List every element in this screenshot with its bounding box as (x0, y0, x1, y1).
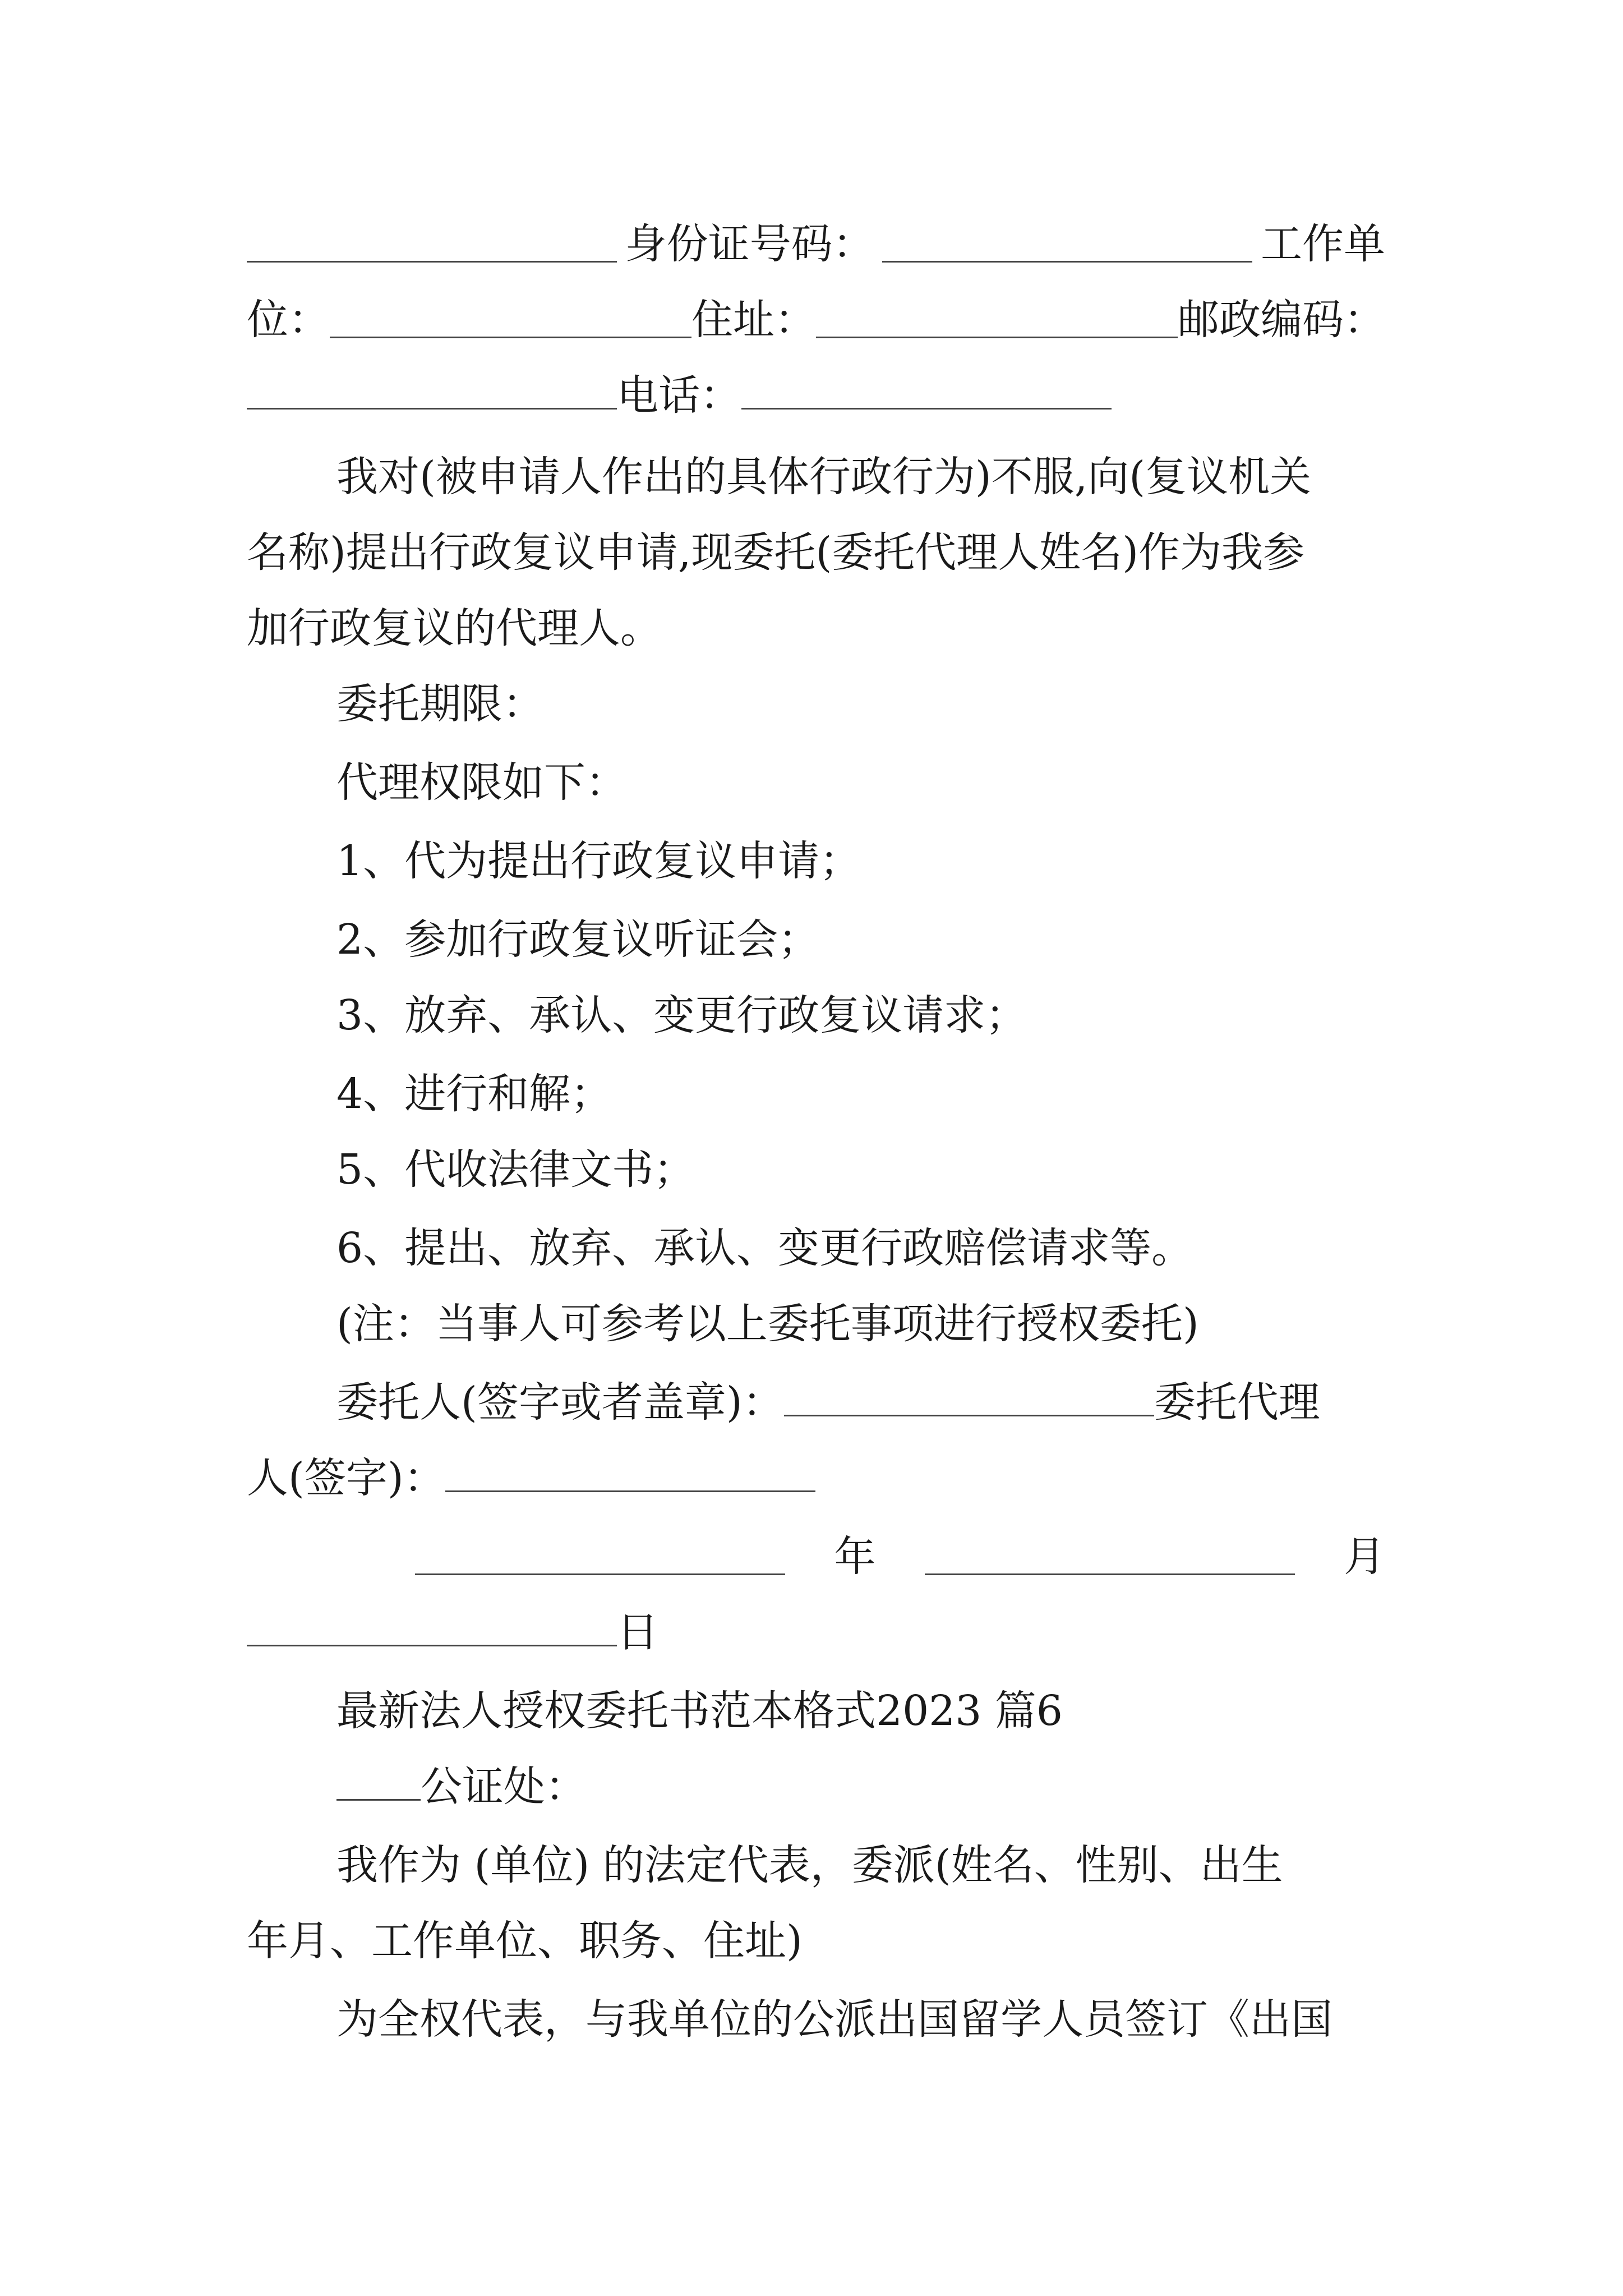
scope-label: 代理权限如下： (336, 758, 627, 807)
label-principal-signature: 委托人(签字或者盖章)： (336, 1378, 784, 1427)
blank-principal-signature[interactable] (784, 1380, 1154, 1416)
scope-item-6: 6、提出、放弃、承认、变更行政赔偿请求等。 (336, 1224, 1193, 1272)
para2-line1: 我作为 (单位) 的法定代表，委派(姓名、性别、出生 (336, 1841, 1283, 1889)
label-id-number: 身份证号码： (625, 220, 874, 268)
line-id-number (247, 213, 1385, 275)
para1-line2: 名称)提出行政复议申请,现委托(委托代理人姓名)作为我参 (247, 528, 1305, 577)
notary-line (336, 1756, 587, 1818)
signature-line (336, 1372, 1320, 1433)
line-address (247, 289, 1385, 351)
scope-item-3: 3、放弃、承认、变更行政复议请求； (336, 991, 1027, 1039)
term-label: 委托期限： (336, 680, 544, 728)
label-address: 住址： (691, 296, 816, 344)
label-month: 月 (1343, 1533, 1385, 1581)
agent-signature-line (247, 1447, 815, 1509)
scope-item-5: 5、代收法律文书； (336, 1145, 695, 1194)
blank-phone[interactable] (741, 373, 1112, 409)
blank-postal-code[interactable] (247, 373, 617, 409)
date-line (415, 1526, 1385, 1588)
blank-agent-signature[interactable] (445, 1456, 815, 1492)
label-phone: 电话： (617, 371, 741, 420)
blank-address[interactable] (816, 302, 1178, 338)
blank-day[interactable] (247, 1610, 617, 1646)
note: (注：当事人可参考以上委托事项进行授权委托) (336, 1300, 1199, 1348)
blank-name[interactable] (247, 226, 617, 263)
label-work-unit-part2: 位： (247, 296, 330, 344)
label-year: 年 (834, 1533, 876, 1581)
line-phone (247, 365, 1112, 426)
label-agent-part1: 委托代理 (1154, 1378, 1320, 1427)
label-work-unit-part1: 工作单 (1260, 220, 1385, 268)
blank-notary[interactable] (336, 1764, 421, 1801)
scope-item-1: 1、代为提出行政复议申请； (336, 837, 861, 885)
para2-line2: 年月、工作单位、职务、住址) (247, 1917, 803, 1965)
blank-id-number[interactable] (882, 226, 1252, 263)
label-agent-signature: 人(签字)： (247, 1454, 445, 1502)
label-day: 日 (617, 1608, 658, 1657)
scope-item-4: 4、进行和解； (336, 1070, 612, 1118)
label-postal-code: 邮政编码： (1178, 296, 1385, 344)
para1-line1: 我对(被申请人作出的具体行政行为)不服,向(复议机关 (336, 453, 1312, 501)
label-notary: 公证处： (421, 1763, 587, 1811)
blank-work-unit[interactable] (330, 302, 691, 338)
day-line (247, 1602, 658, 1663)
para3-line1: 为全权代表，与我单位的公派出国留学人员签订《出国 (336, 1995, 1332, 2044)
para1-line3: 加行政复议的代理人。 (247, 604, 662, 652)
blank-month[interactable] (925, 1539, 1295, 1575)
blank-year[interactable] (415, 1539, 785, 1575)
scope-item-2: 2、参加行政复议听证会； (336, 915, 820, 964)
section-heading: 最新法人授权委托书范本格式2023 篇6 (336, 1687, 1063, 1735)
